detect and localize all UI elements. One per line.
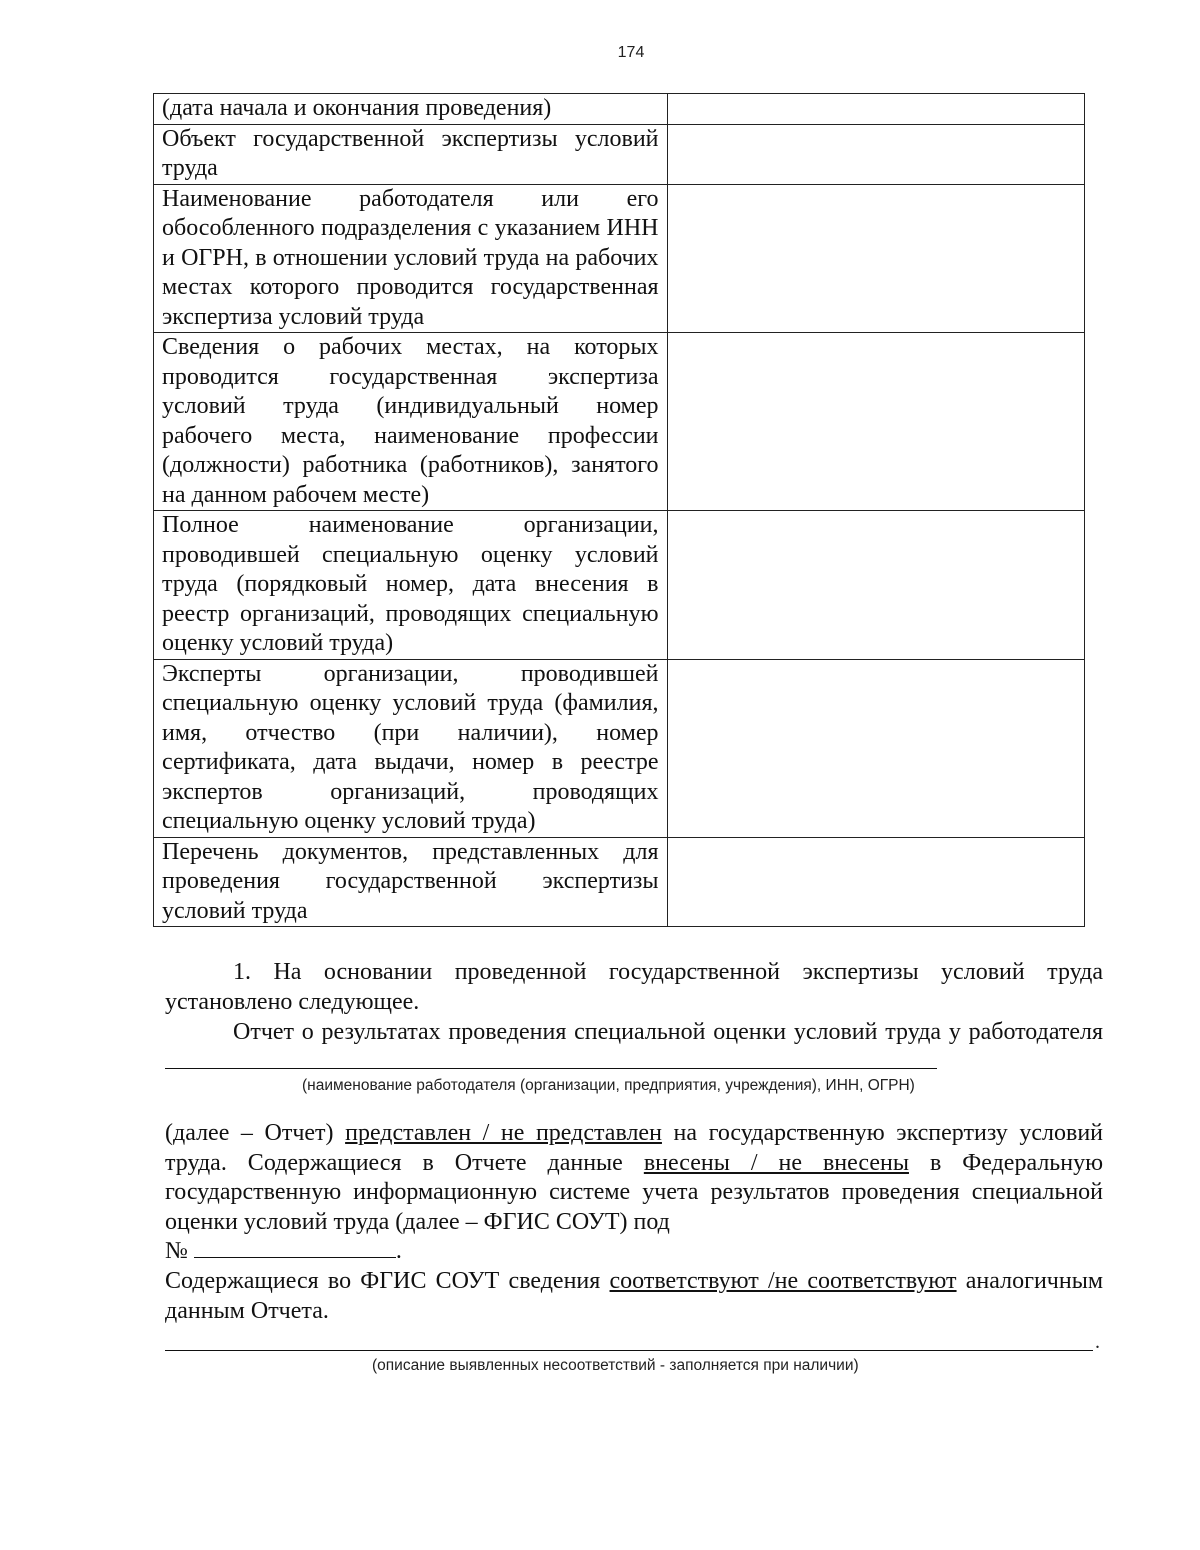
table-row — [154, 94, 1085, 125]
submitted-option: представлен / не представлен — [345, 1120, 662, 1146]
row-value-experts[interactable] — [667, 659, 1084, 837]
paragraph-findings: 1. На основании проведенной государственной экспертизы условий труда установлено следующее. — [165, 959, 1103, 1015]
table-row — [154, 184, 1085, 333]
registry-number-blank[interactable] — [194, 1237, 396, 1258]
paragraph-fgis-compliance — [165, 1267, 1103, 1326]
discrepancies-blank[interactable] — [165, 1350, 1093, 1351]
row-label-employer: Наименование работодателя или его обособленного подразделения с указанием ИНН и ОГРН, в отношении условий труда на рабочих местах которого проводится государственная экспертиза условий труда — [154, 184, 668, 333]
entered-option: внесены / не внесены — [643, 1149, 909, 1176]
row-label-dates: (дата начала и окончания проведения) — [154, 94, 668, 125]
employer-caption: (наименование работодателя (организации, предприятия, учреждения), ИНН, ОГРН) — [302, 1077, 915, 1094]
report-status-prefix: (далее – Отчет) — [165, 1120, 334, 1146]
discrepancies-period: . — [1095, 1331, 1100, 1353]
paragraph-report-employer — [165, 1018, 1103, 1077]
table-row — [154, 124, 1085, 184]
discrepancies-caption: (описание выявленных несоответствий - заполняется при наличии) — [372, 1357, 859, 1374]
expertise-info-table — [153, 93, 1085, 927]
row-value-workplaces[interactable] — [667, 333, 1084, 511]
row-label-workplaces: Сведения о рабочих местах, на которых проводится государственная экспертиза условий труда (индивидуальный номер рабочего места, наименование профессии (должности) работника (работников), занятого на данном рабочем месте) — [154, 333, 668, 511]
fgis-compliance-prefix: Содержащиеся во ФГИС СОУТ сведения — [165, 1268, 601, 1294]
row-value-employer[interactable] — [667, 184, 1084, 333]
page-number: 174 — [617, 44, 645, 61]
row-label-documents: Перечень документов, представленных для проведения государственной экспертизы условий труда — [154, 837, 668, 927]
row-label-organization: Полное наименование организации, проводившей специальную оценку условий труда (порядковый номер, дата внесения в реестр организаций, проводящих специальную оценку условий труда) — [154, 511, 668, 660]
row-value-organization[interactable] — [667, 511, 1084, 660]
row-value-documents[interactable] — [667, 837, 1084, 927]
table-row — [154, 333, 1085, 511]
row-value-object[interactable] — [667, 124, 1084, 184]
table-row — [154, 837, 1085, 927]
row-value-dates[interactable] — [667, 94, 1084, 125]
report-employer-text: Отчет о результатах проведения специальной оценки условий труда у работодателя — [233, 1019, 1103, 1045]
report-status-system: в Федеральную государственную информационную системе учета результатов проведения специальной оценки условий труда (далее – ФГИС СОУТ) под — [165, 1149, 1104, 1235]
table-row — [154, 659, 1085, 837]
report-status-middle: на государственную экспертизу условий труда. Содержащиеся в Отчете данные — [165, 1120, 1104, 1176]
number-period: . — [395, 1238, 402, 1264]
row-label-object: Объект государственной экспертизы условий труда — [154, 124, 668, 184]
table-row — [154, 511, 1085, 660]
fgis-compliance-suffix: аналогичным данным Отчета. — [165, 1268, 1104, 1324]
paragraph-report-status — [165, 1119, 1103, 1267]
number-sign: № — [165, 1238, 188, 1264]
compliance-option: соответствуют /не соответствуют — [609, 1268, 957, 1294]
employer-name-blank[interactable] — [165, 1048, 937, 1069]
row-label-experts: Эксперты организации, проводившей специальную оценку условий труда (фамилия, имя, отчество (при наличии), номер сертификата, дата выдачи, номер в реестре экспертов организаций, проводящих специальную оценку условий труда) — [154, 659, 668, 837]
